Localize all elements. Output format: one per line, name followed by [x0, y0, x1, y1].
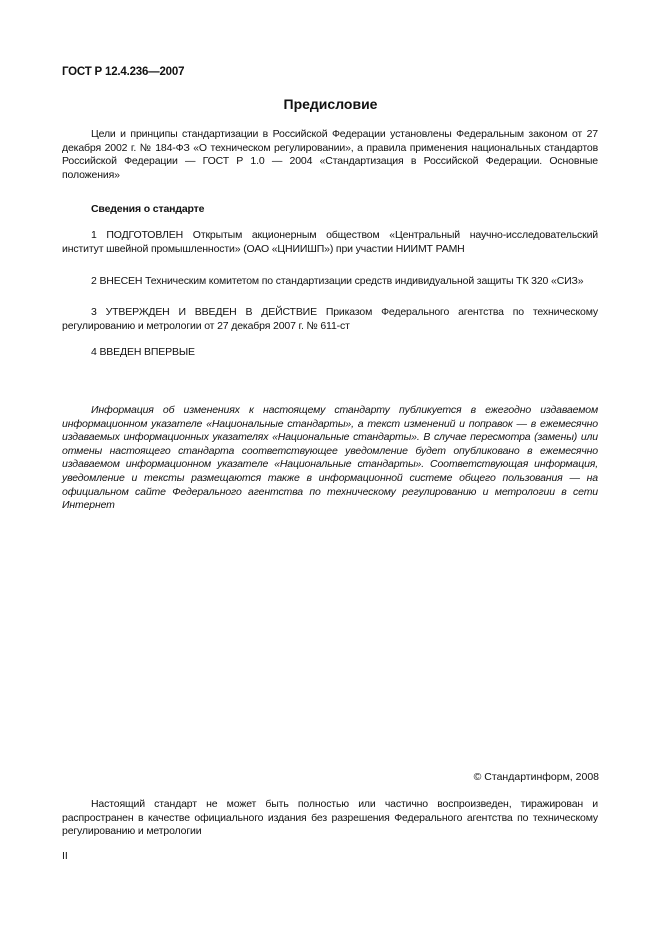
- changes-notice: Информация об изменениях к настоящему стандарту публикуется в ежегодно издаваемом информационном указателе «Национальные стандарты», а текст изменений и поправок — в ежемесячно издаваемых информационных указателях «Национальные стандарты». В случае пересмотра (замены) или отмены настоящего стандарта соответствующее уведомление будет опубликовано в ежемесячно издаваемом информационном указателе «Национальные стандарты». Соответствующая информация, уведомление и тексты размещаются также в информационной системе общего пользования — на официальном сайте Федерального агентства по техническому регулированию и метрологии в сети Интернет: [62, 404, 598, 512]
- reproduction-notice: Настоящий стандарт не может быть полностью или частично воспроизведен, тиражирован и распространен в качестве официального издания без разрешения Федерального агентства по техническому регулированию и метрологии: [62, 798, 598, 838]
- standard-info-heading: Сведения о стандарте: [91, 203, 205, 215]
- copyright-notice: © Стандартинформ, 2008: [473, 771, 599, 783]
- standard-id: ГОСТ Р 12.4.236—2007: [62, 66, 185, 78]
- standard-info-item-2: 2 ВНЕСЕН Техническим комитетом по стандартизации средств индивидуальной защиты ТК 320 «СИЗ»: [91, 275, 584, 287]
- standard-info-item-1: 1 ПОДГОТОВЛЕН Открытым акционерным обществом «Центральный научно-исследовательский институт швейной промышленности» (ОАО «ЦНИИШП») при участии НИИМТ РАМН: [62, 229, 598, 255]
- intro-paragraph: Цели и принципы стандартизации в Российской Федерации установлены Федеральным законом от 27 декабря 2002 г. № 184-ФЗ «О техническом регулировании», а правила применения национальных стандартов Российской Федерации — ГОСТ Р 1.0 — 2004 «Стандартизация в Российской Федерации. Основные положения»: [62, 128, 598, 181]
- page-number: II: [62, 850, 68, 862]
- page-title: Предисловие: [283, 96, 378, 112]
- standard-info-item-4: 4 ВВЕДЕН ВПЕРВЫЕ: [91, 346, 195, 358]
- standard-info-item-3: 3 УТВЕРЖДЕН И ВВЕДЕН В ДЕЙСТВИЕ Приказом Федерального агентства по техническому регулированию и метрологии от 27 декабря 2007 г. № 611-ст: [62, 306, 598, 332]
